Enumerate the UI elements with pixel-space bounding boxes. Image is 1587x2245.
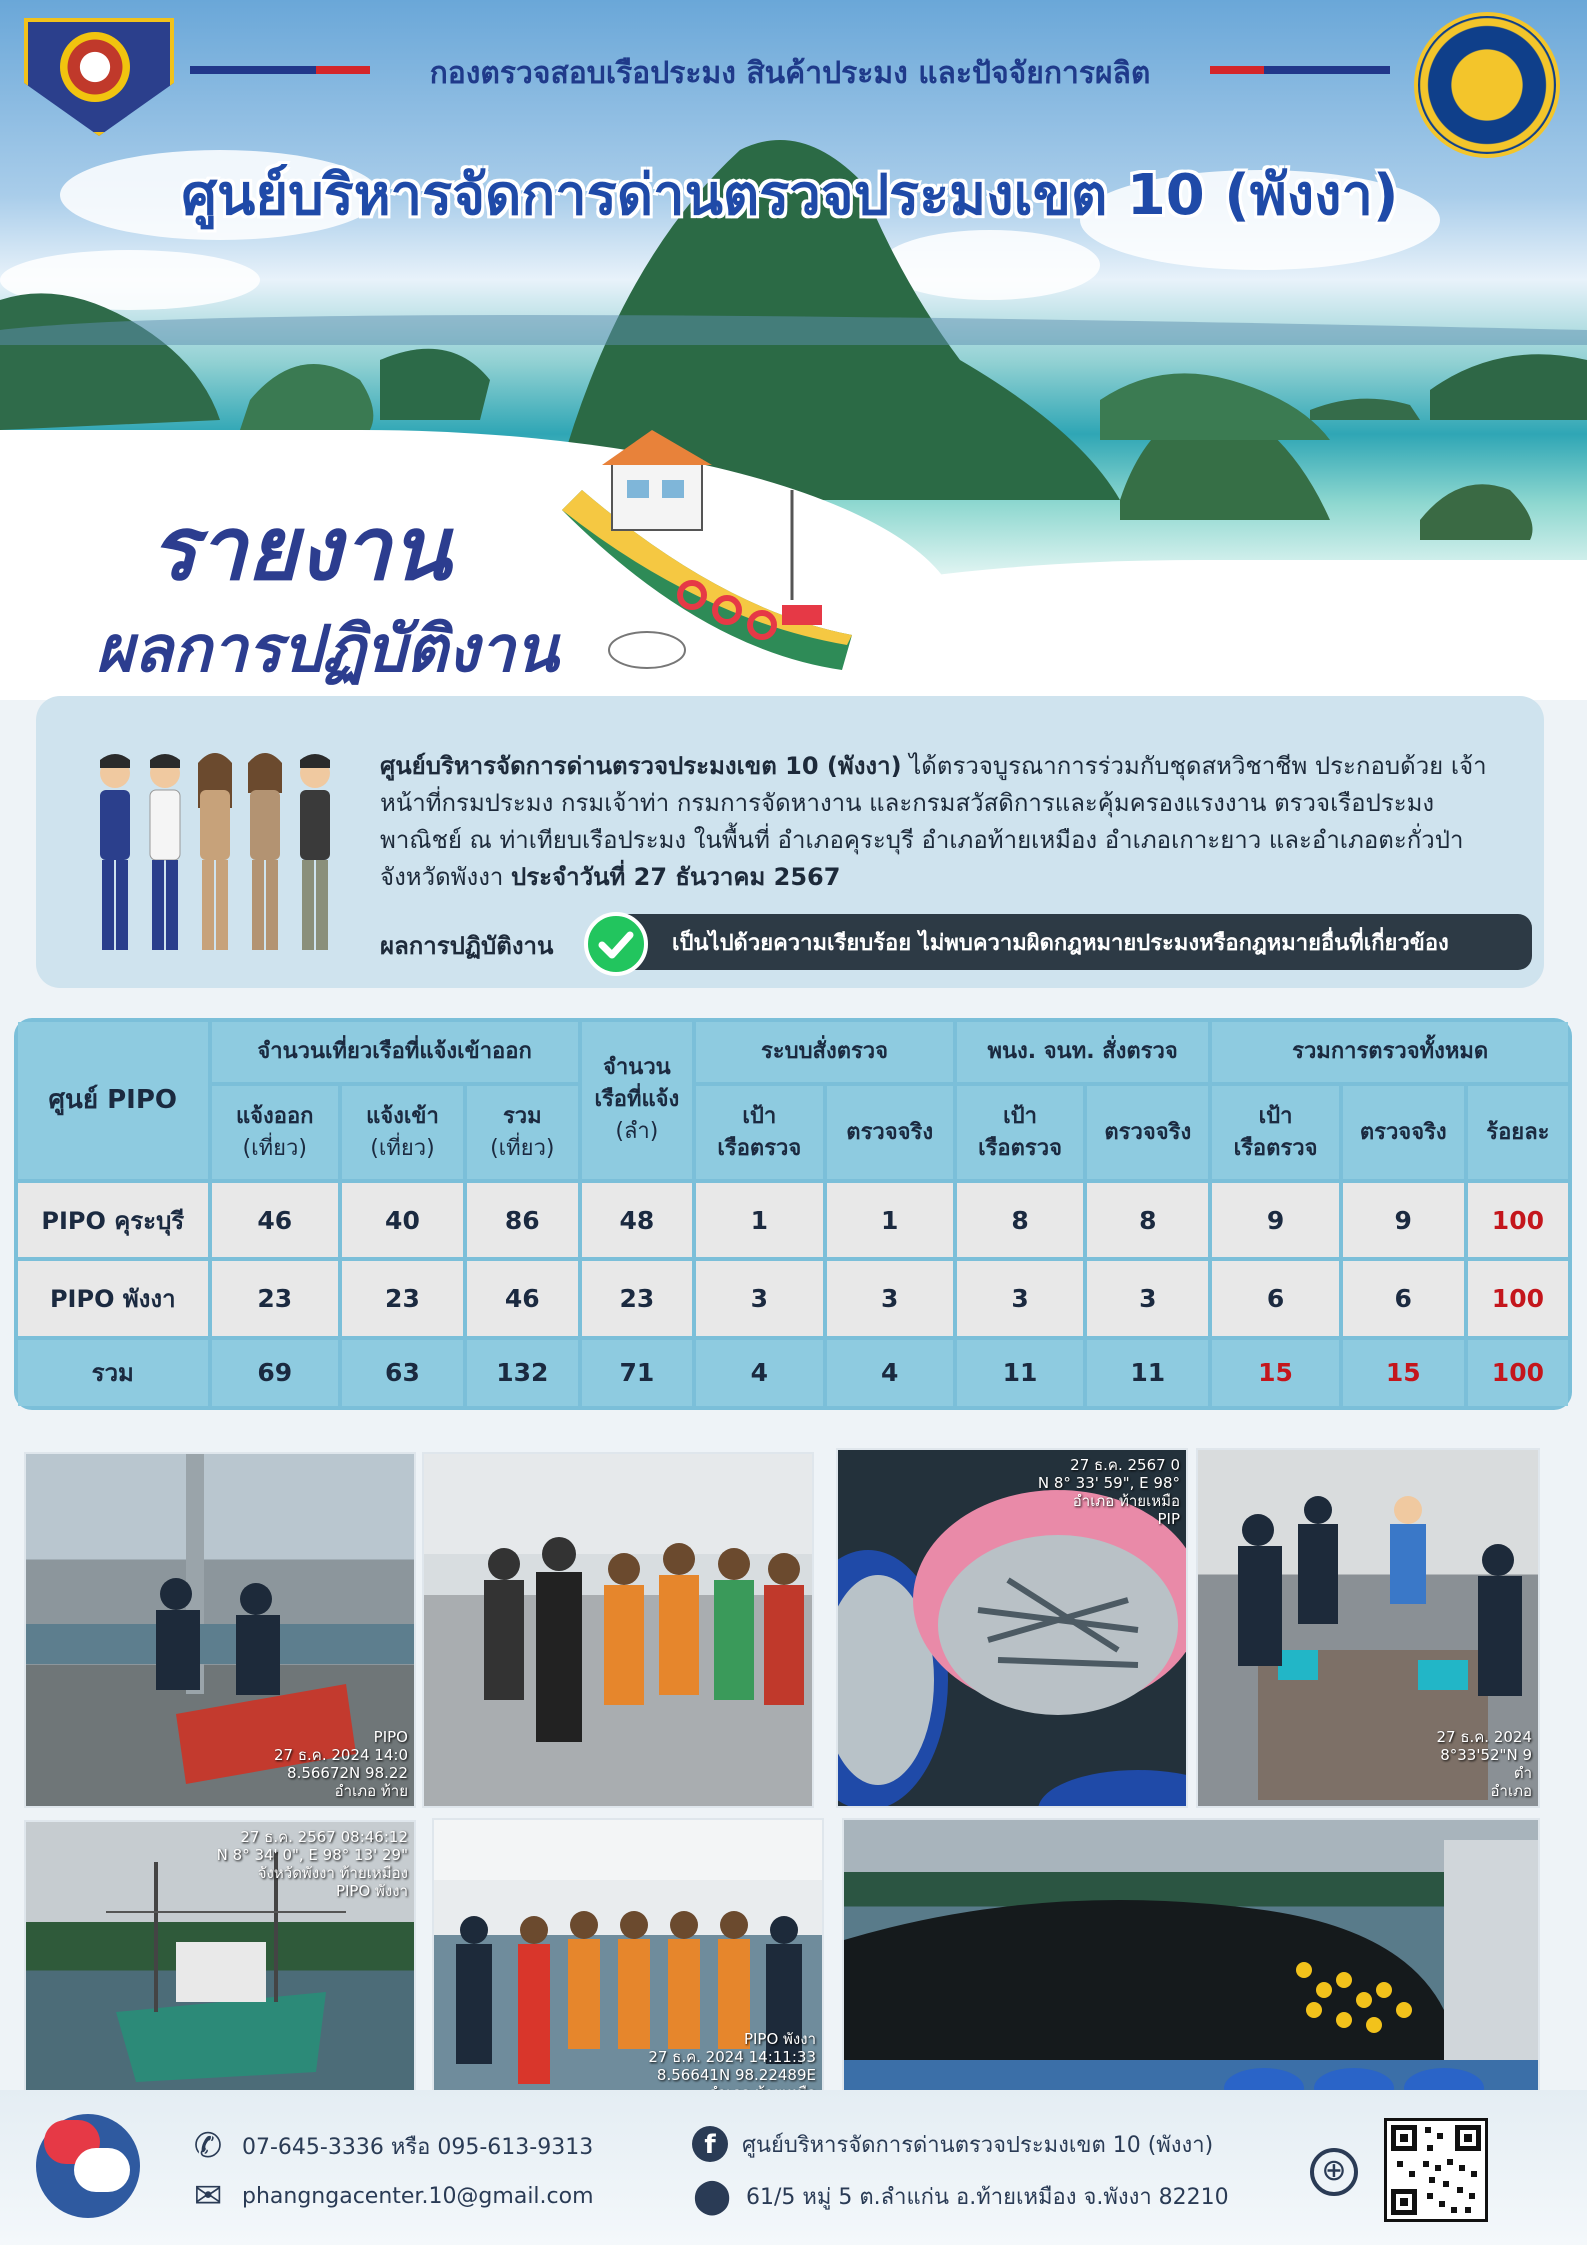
total-boats: 71	[582, 1340, 693, 1406]
address-text: 61/5 หมู่ 5 ต.ลำแก่น อ.ท้ายเหมือง จ.พังงา 82210	[746, 2184, 1229, 2210]
fishing-boat-illustration	[552, 420, 872, 690]
total-off-actual: 11	[1087, 1340, 1208, 1406]
footer-facebook[interactable]	[692, 2126, 1213, 2162]
total-label: รวม	[18, 1340, 208, 1406]
col-head-tot-actual: ตรวจจริง	[1343, 1086, 1464, 1179]
table-row	[18, 1261, 1568, 1335]
col-head-boats: จำนวน เรือที่แจ้ง (ลำ)	[582, 1022, 693, 1179]
center-title: ศูนย์บริหารจัดการด่านตรวจประมงเขต 10 (พังงา)	[181, 163, 1399, 228]
photo-fishing-net	[842, 1818, 1540, 2110]
total-tot-target: 15	[1212, 1340, 1338, 1406]
photo-crew-briefing	[422, 1452, 814, 1808]
location-pin-icon: ⬤	[692, 2176, 732, 2216]
cell-sum: 46	[467, 1261, 578, 1335]
cell-tot-target: 9	[1212, 1183, 1338, 1257]
photo-fishing-vessel	[24, 1820, 416, 2110]
email-text[interactable]: phangngacenter.10@gmail.com	[242, 2183, 594, 2209]
cell-tot-actual: 6	[1343, 1261, 1464, 1335]
table-row	[18, 1183, 1568, 1257]
cell-sum: 86	[467, 1183, 578, 1257]
photo-stamp: PIPO 27 ธ.ค. 2024 14:0 8.56672N 98.22 อำเภอ ท้าย	[274, 1728, 408, 1800]
cell-off-target: 3	[957, 1261, 1083, 1335]
fishery-emblem-icon	[60, 32, 130, 102]
cell-out: 46	[212, 1183, 338, 1257]
cell-sys-target: 3	[696, 1261, 822, 1335]
department-name: กองตรวจสอบเรือประมง สินค้าประมง และปัจจัยการผลิต	[429, 56, 1151, 91]
col-head-off-target: เป้า เรือตรวจ	[957, 1086, 1083, 1179]
cell-in: 40	[342, 1183, 463, 1257]
cell-percent: 100	[1468, 1183, 1568, 1257]
table-total-row	[18, 1340, 1568, 1406]
report-subtitle: ผลการปฏิบัติงาน	[96, 612, 559, 687]
col-head-in: แจ้งเข้า (เที่ยว)	[342, 1086, 463, 1179]
department-of-fisheries-seal	[1414, 12, 1560, 158]
cell-off-target: 8	[957, 1183, 1083, 1257]
summary-lead: ศูนย์บริหารจัดการด่านตรวจประมงเขต 10 (พังงา)	[380, 752, 902, 780]
col-head-out: แจ้งออก (เที่ยว)	[212, 1086, 338, 1179]
cell-sys-target: 1	[696, 1183, 822, 1257]
group-head-trips: จำนวนเที่ยวเรือที่แจ้งเข้าออก	[212, 1022, 578, 1082]
col-head-center: ศูนย์ PIPO	[18, 1022, 208, 1179]
result-text: เป็นไปด้วยความเรียบร้อย ไม่พบความผิดกฎหมายประมงหรือกฎหมายอื่นที่เกี่ยวข้อง	[672, 931, 1449, 956]
cell-sys-actual: 1	[827, 1183, 953, 1257]
total-tot-actual: 15	[1343, 1340, 1464, 1406]
check-icon	[584, 912, 648, 976]
photo-stamp: PIPO พังงา 27 ธ.ค. 2024 14:11:33 8.56641N 98.22489E	[648, 2030, 816, 2084]
row-label: PIPO คุระบุรี	[18, 1183, 208, 1257]
cell-out: 23	[212, 1261, 338, 1335]
summary-text	[380, 748, 1510, 896]
photo-stamp: 27 ธ.ค. 2567 0 N 8° 33' 59", E 98° อำเภอ ท้ายเหมือ PIP	[1037, 1456, 1180, 1528]
col-head-tot-target: เป้า เรือตรวจ	[1212, 1086, 1338, 1179]
cell-off-actual: 3	[1087, 1261, 1208, 1335]
facebook-text[interactable]: ศูนย์บริหารจัดการด่านตรวจประมงเขต 10 (พังงา)	[742, 2132, 1214, 2158]
col-head-sys-actual: ตรวจจริง	[827, 1086, 953, 1179]
group-head-officer: พนง. จนท. สั่งตรวจ	[957, 1022, 1208, 1082]
total-sum: 132	[467, 1340, 578, 1406]
total-sys-target: 4	[696, 1340, 822, 1406]
col-head-sys-target: เป้า เรือตรวจ	[696, 1086, 822, 1179]
summary-date: ประจำวันที่ 27 ธันวาคม 2567	[511, 863, 841, 891]
col-head-sum: รวม (เที่ยว)	[467, 1086, 578, 1179]
col-head-percent: ร้อยละ	[1468, 1086, 1568, 1179]
cell-boats: 23	[582, 1261, 693, 1335]
mail-icon: ✉	[193, 2176, 223, 2216]
globe-icon[interactable]: ⊕	[1310, 2148, 1358, 2196]
footer-phone	[188, 2126, 593, 2166]
facebook-icon: f	[692, 2126, 728, 2162]
row-label: PIPO พังงา	[18, 1261, 208, 1335]
footer-address	[692, 2176, 1229, 2216]
col-head-off-actual: ตรวจจริง	[1087, 1086, 1208, 1179]
photo-crew-lineup	[432, 1818, 824, 2110]
officers-illustration	[90, 748, 350, 958]
group-head-system: ระบบสั่งตรวจ	[696, 1022, 953, 1082]
chat-bubble-white	[74, 2148, 130, 2192]
photo-fish-basket	[836, 1448, 1188, 1808]
phone-icon: ✆	[193, 2126, 223, 2166]
header-stripe-right	[1210, 66, 1390, 74]
phone-text: 07-645-3336 หรือ 095-613-9313	[242, 2134, 594, 2160]
header-stripe-left	[190, 66, 370, 74]
qr-code[interactable]	[1384, 2118, 1488, 2222]
cell-in: 23	[342, 1261, 463, 1335]
total-out: 69	[212, 1340, 338, 1406]
cell-off-actual: 8	[1087, 1183, 1208, 1257]
photo-stamp: 27 ธ.ค. 2024 8°33'52"N 9 ตำ อำเภอ	[1436, 1728, 1532, 1800]
inspection-stats-table	[14, 1018, 1572, 1410]
report-title: รายงาน	[150, 496, 451, 600]
result-label: ผลการปฏิบัติงาน	[380, 932, 554, 960]
group-head-total: รวมการตรวจทั้งหมด	[1212, 1022, 1568, 1082]
summary-body: ได้ตรวจบูรณาการร่วมกับชุดสหวิชาชีพ ประกอบด้วย เจ้าหน้าที่กรมประมง กรมเจ้าท่า กรมการจัดหางาน และกรมสวัสดิการและคุ้มครองแรงงาน ตรวจเรือประมงพาณิชย์ ณ ท่าเทียบเรือประมง ในพื้นที่ อำเภอคุระบุรี อำเภอท้ายเหมือง อำเภอเกาะยาว และอำเภอตะกั่วป่า จังหวัดพังงา	[380, 752, 1487, 891]
cell-percent: 100	[1468, 1261, 1568, 1335]
total-sys-actual: 4	[827, 1340, 953, 1406]
total-off-target: 11	[957, 1340, 1083, 1406]
photo-stamp: 27 ธ.ค. 2567 08:46:12 N 8° 34' 0", E 98° 13' 29" จังหวัดพังงา ท้ายเหมือง PIPO พังงา	[216, 1828, 408, 1900]
cell-sys-actual: 3	[827, 1261, 953, 1335]
total-in: 63	[342, 1340, 463, 1406]
cell-tot-target: 6	[1212, 1261, 1338, 1335]
footer-email[interactable]	[188, 2176, 594, 2216]
photo-catch-sorting	[1196, 1448, 1540, 1808]
cell-boats: 48	[582, 1183, 693, 1257]
cell-tot-actual: 9	[1343, 1183, 1464, 1257]
photo-inspection-dock	[24, 1452, 416, 1808]
total-percent: 100	[1468, 1340, 1568, 1406]
